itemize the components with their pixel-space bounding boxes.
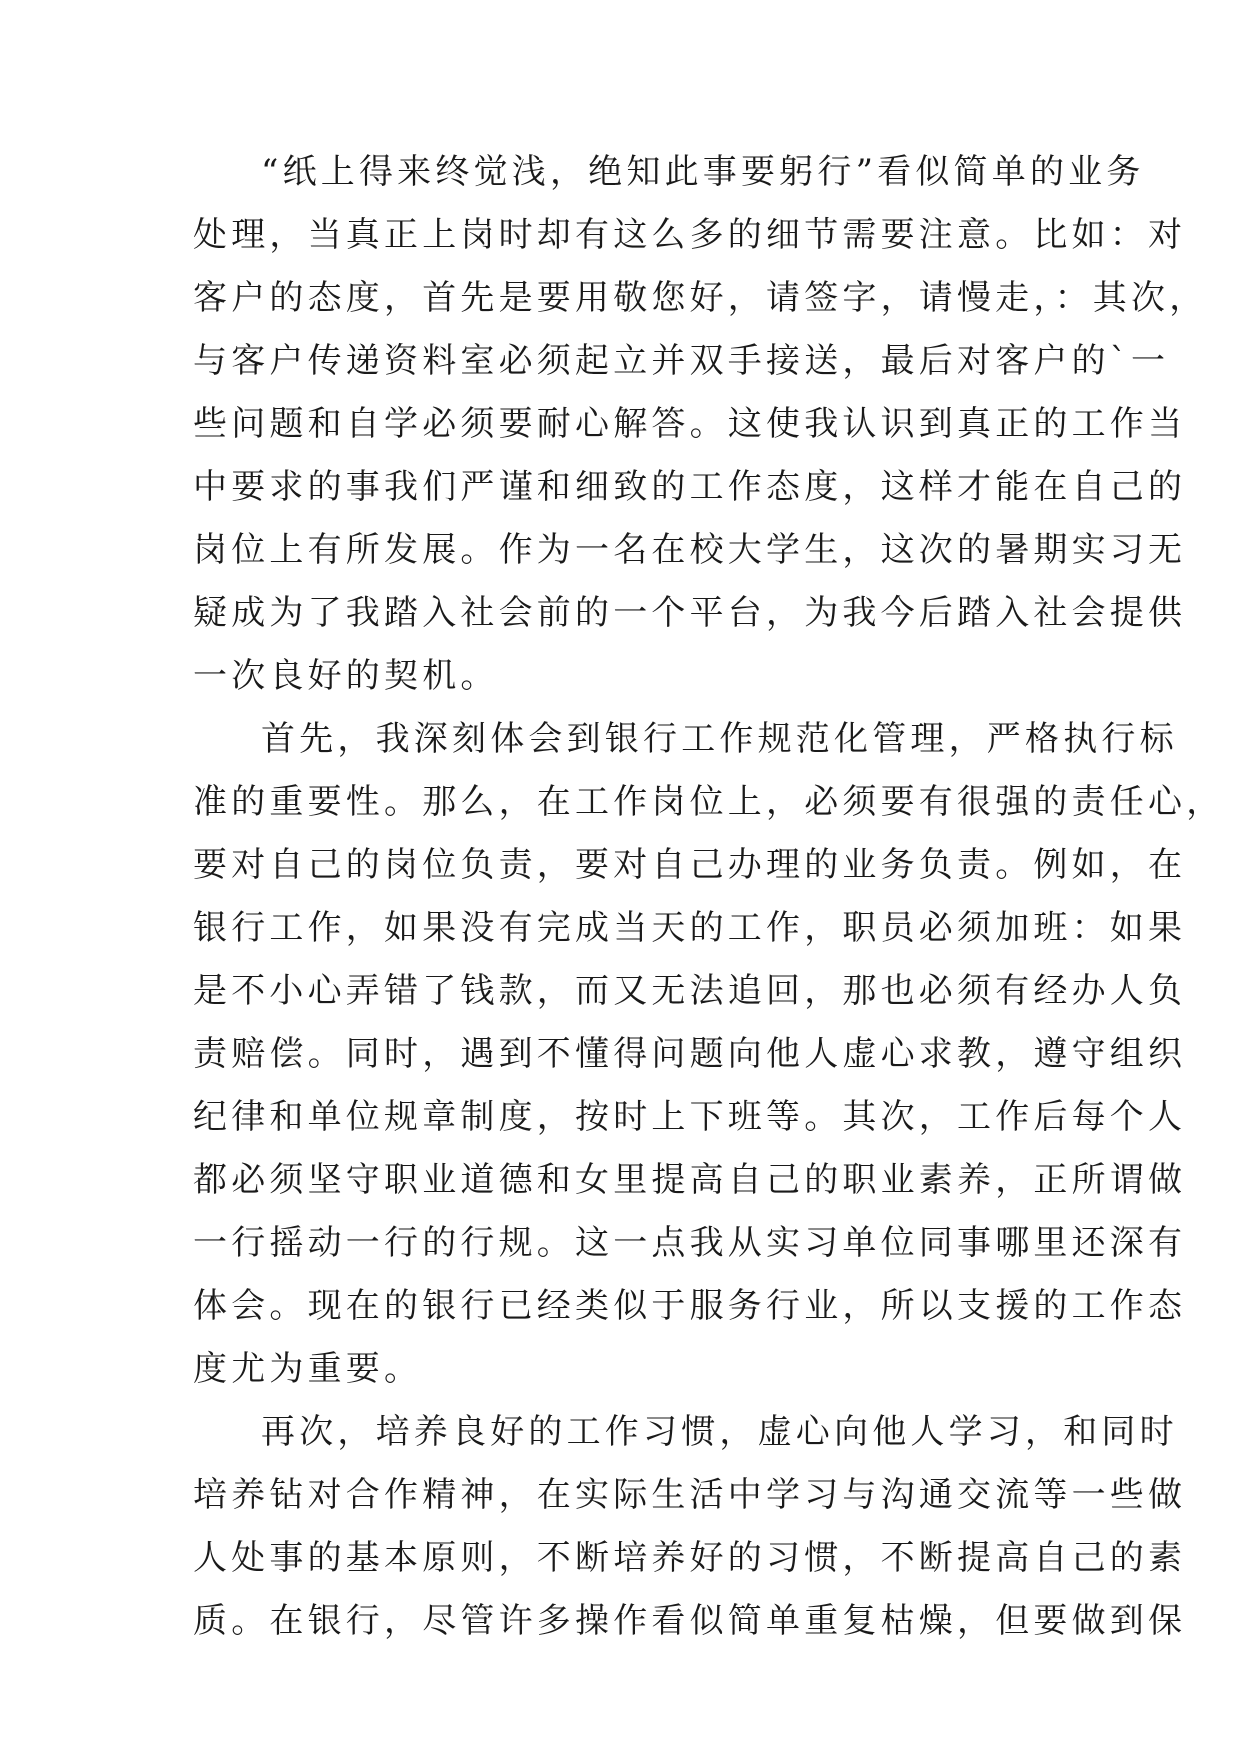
- text-line: “纸上得来终觉浅，绝知此事要躬行”看似简单的业务: [261, 152, 1145, 192]
- text-line: 处理，当真正上岗时却有这么多的细节需要注意。比如：对: [193, 215, 1187, 255]
- text-line: 些问题和自学必须要耐心解答。这使我认识到真正的工作当: [193, 404, 1187, 444]
- text-line: 中要求的事我们严谨和细致的工作态度，这样才能在自己的: [193, 467, 1187, 507]
- text-line: 纪律和单位规章制度，按时上下班等。其次，工作后每个人: [193, 1097, 1187, 1137]
- text-line: 一次良好的契机。: [193, 656, 499, 696]
- text-line: 质。在银行，尽管许多操作看似简单重复枯燥，但要做到保: [193, 1601, 1187, 1641]
- text-line: 培养钻对合作精神，在实际生活中学习与沟通交流等一些做: [193, 1475, 1187, 1515]
- text-line: 人处事的基本原则，不断培养好的习惯，不断提高自己的素: [193, 1538, 1187, 1578]
- text-line: 要对自己的岗位负责，要对自己办理的业务负责。例如，在: [193, 845, 1187, 885]
- text-line: 一行摇动一行的行规。这一点我从实习单位同事哪里还深有: [193, 1223, 1187, 1263]
- text-line: 客户的态度，首先是要用敬您好，请签字，请慢走，：其次，: [193, 278, 1208, 318]
- text-line: 疑成为了我踏入社会前的一个平台，为我今后踏入社会提供: [193, 593, 1187, 633]
- paragraph-1: [193, 141, 1208, 708]
- text-line: 准的重要性。那么，在工作岗位上，必须要有很强的责任心，: [193, 782, 1225, 822]
- text-line: 是不小心弄错了钱款，而又无法追回，那也必须有经办人负: [193, 971, 1187, 1011]
- text-line: 银行工作，如果没有完成当天的工作，职员必须加班：如果: [193, 908, 1187, 948]
- text-line: 与客户传递资料室必须起立并双手接送，最后对客户的`一: [193, 341, 1170, 381]
- text-line: 度尤为重要。: [193, 1349, 423, 1389]
- text-line: 首先，我深刻体会到银行工作规范化管理，严格执行标: [261, 719, 1178, 759]
- text-line: 责赔偿。同时，遇到不懂得问题向他人虚心求教，遵守组织: [193, 1034, 1187, 1074]
- paragraph-3: [193, 1401, 1187, 1653]
- paragraph-2: [193, 708, 1225, 1401]
- text-line: 都必须坚守职业道德和女里提高自己的职业素养，正所谓做: [193, 1160, 1187, 1200]
- text-line: 体会。现在的银行已经类似于服务行业，所以支援的工作态: [193, 1286, 1187, 1326]
- document-body: [193, 141, 1225, 1653]
- text-line: 再次，培养良好的工作习惯，虚心向他人学习，和同时: [261, 1412, 1178, 1452]
- text-line: 岗位上有所发展。作为一名在校大学生，这次的暑期实习无: [193, 530, 1187, 570]
